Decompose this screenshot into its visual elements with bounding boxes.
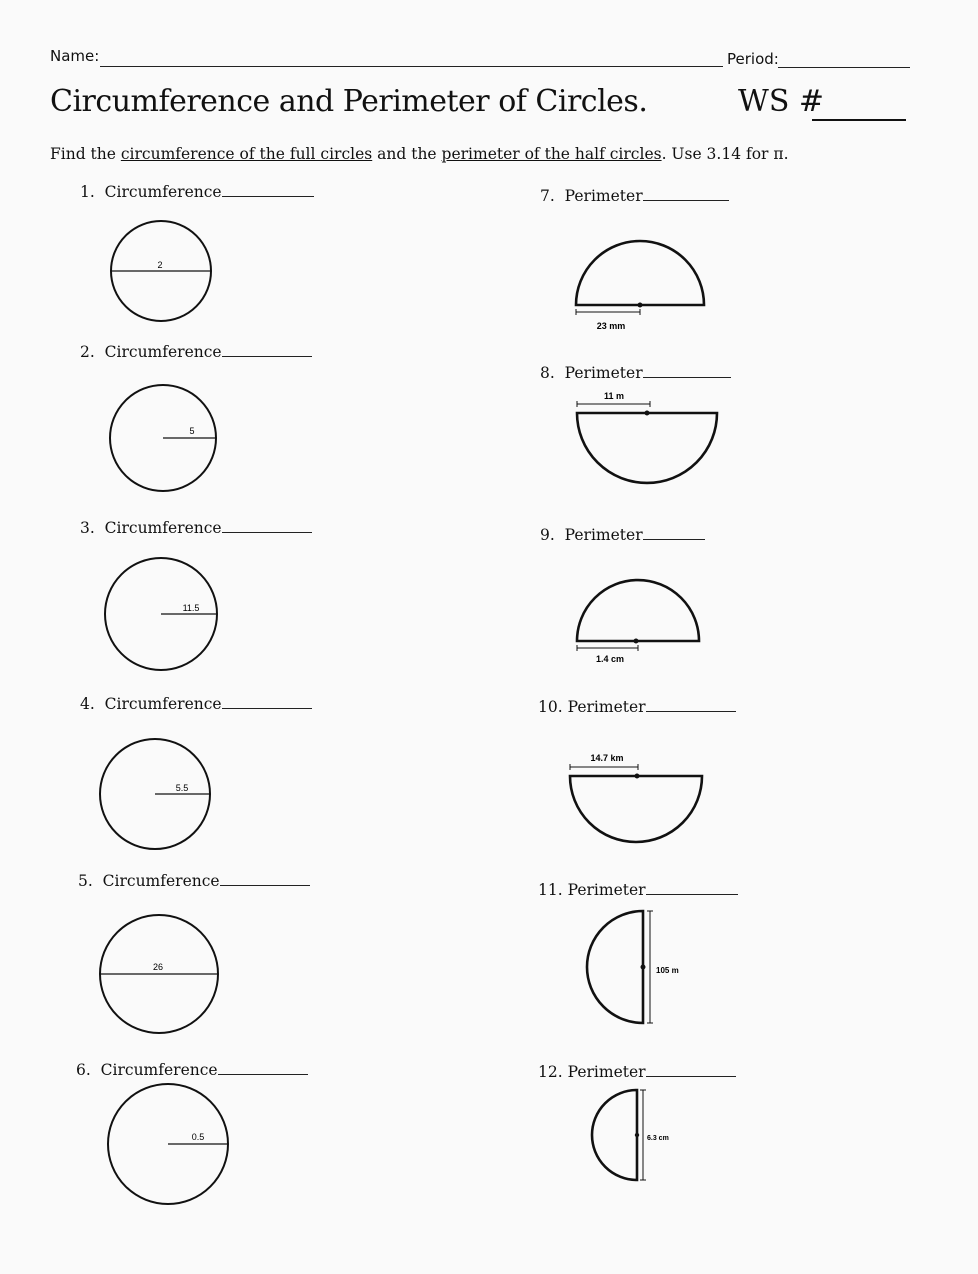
name-field[interactable] bbox=[100, 66, 723, 67]
period-label: Period: bbox=[727, 50, 779, 68]
circle-figure-3 bbox=[98, 552, 222, 676]
circle-figure-6 bbox=[104, 1078, 232, 1208]
problem-4-answer[interactable] bbox=[222, 694, 312, 709]
half-circle-7-measure: 23 mm bbox=[596, 321, 626, 331]
problem-8-answer[interactable] bbox=[643, 363, 731, 378]
half-circle-9-measure: 1.4 cm bbox=[595, 654, 625, 664]
problem-5-label: 5. Circumference bbox=[78, 871, 310, 890]
half-circle-figure-11 bbox=[576, 905, 696, 1030]
half-circle-11-measure: 105 m bbox=[656, 966, 679, 975]
problem-8-label: 8. Perimeter bbox=[540, 363, 731, 382]
circle-6-radius-label: 0.5 bbox=[191, 1132, 205, 1142]
half-circle-10-measure: 14.7 km bbox=[590, 753, 624, 763]
problem-12-label: 12. Perimeter bbox=[538, 1062, 736, 1081]
problem-12-answer[interactable] bbox=[646, 1062, 736, 1077]
circle-figure-2 bbox=[100, 375, 224, 499]
problem-4-label: 4. Circumference bbox=[80, 694, 312, 713]
problem-9-label: 9. Perimeter bbox=[540, 525, 705, 544]
problem-10-label: 10. Perimeter bbox=[538, 697, 736, 716]
instructions: Find the circumference of the full circles and the perimeter of the half circles. Use 3.14 for π. bbox=[50, 145, 789, 163]
circle-figure-1 bbox=[100, 210, 224, 332]
circle-3-radius-label: 11.5 bbox=[182, 603, 200, 613]
ws-number-field[interactable] bbox=[812, 119, 906, 121]
half-circle-8-measure: 11 m bbox=[603, 391, 625, 401]
half-circle-figure-7 bbox=[570, 230, 720, 334]
page-title: Circumference and Perimeter of Circles. bbox=[50, 84, 648, 119]
half-circle-figure-9 bbox=[570, 570, 710, 670]
problem-1-answer[interactable] bbox=[222, 182, 314, 197]
half-circle-figure-12 bbox=[582, 1085, 692, 1190]
problem-2-label: 2. Circumference bbox=[80, 342, 312, 361]
period-field[interactable] bbox=[778, 67, 910, 68]
problem-7-answer[interactable] bbox=[643, 186, 729, 201]
problem-6-label: 6. Circumference bbox=[76, 1060, 308, 1079]
problem-9-answer[interactable] bbox=[643, 525, 705, 540]
problem-1-label: 1. Circumference bbox=[80, 182, 314, 201]
name-label: Name: bbox=[50, 47, 100, 65]
problem-7-label: 7. Perimeter bbox=[540, 186, 729, 205]
circle-2-radius-label: 5 bbox=[189, 426, 195, 436]
problem-5-answer[interactable] bbox=[220, 871, 310, 886]
problem-11-answer[interactable] bbox=[646, 880, 738, 895]
circle-figure-4 bbox=[94, 732, 218, 856]
half-circle-figure-10 bbox=[563, 748, 713, 853]
problem-3-answer[interactable] bbox=[222, 518, 312, 533]
problem-11-label: 11. Perimeter bbox=[538, 880, 738, 899]
circle-figure-5 bbox=[96, 910, 222, 1036]
half-circle-figure-8 bbox=[570, 385, 725, 495]
problem-10-answer[interactable] bbox=[646, 697, 736, 712]
circle-5-diameter-label: 26 bbox=[152, 962, 164, 972]
problem-3-label: 3. Circumference bbox=[80, 518, 312, 537]
circle-4-radius-label: 5.5 bbox=[175, 783, 189, 793]
problem-6-answer[interactable] bbox=[218, 1060, 308, 1075]
circle-1-diameter-label: 2 bbox=[157, 260, 163, 270]
problem-2-answer[interactable] bbox=[222, 342, 312, 357]
half-circle-12-measure: 6.3 cm bbox=[647, 1135, 669, 1142]
ws-label: WS # bbox=[738, 84, 825, 119]
